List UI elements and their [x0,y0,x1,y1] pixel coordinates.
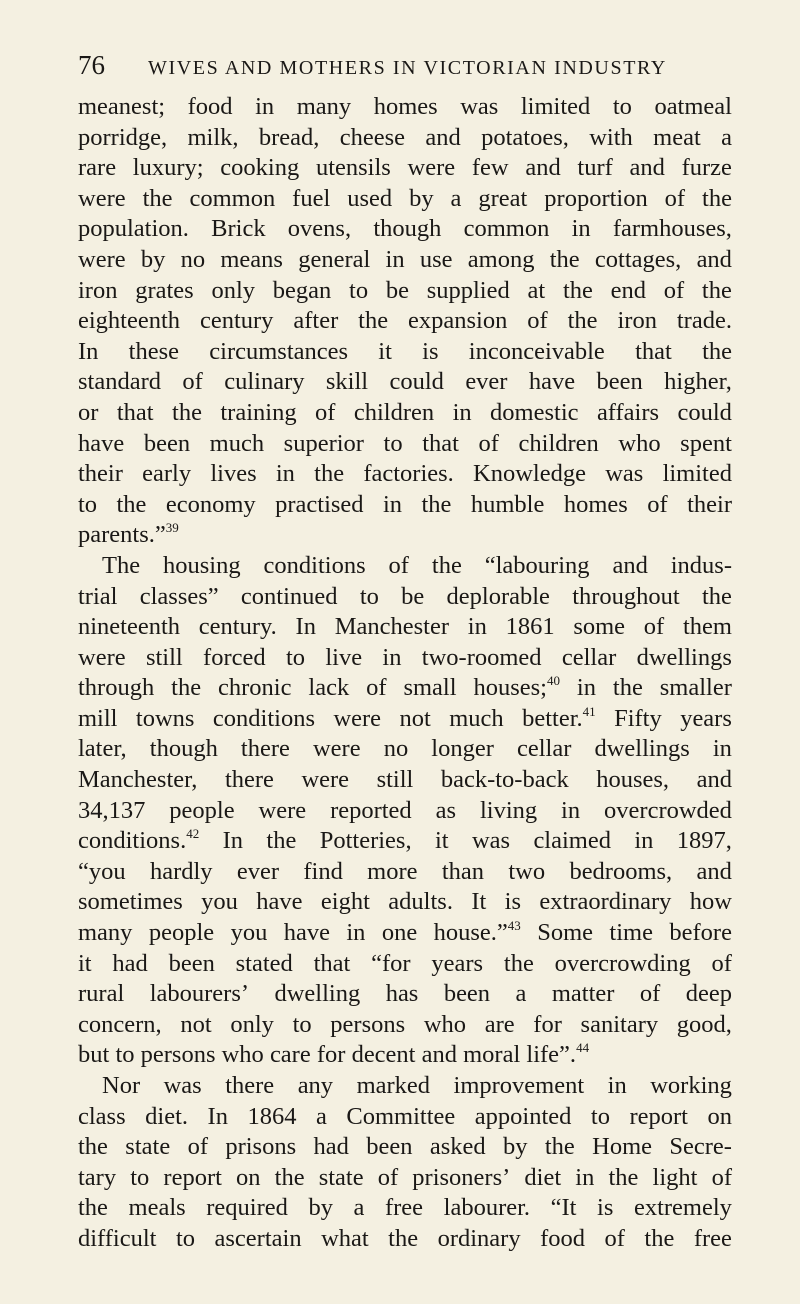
book-page [78,50,732,1255]
text-line: “you hardly ever find more than two bedrooms, and [78,857,732,885]
text-line: the state of prisons had been asked by the Home Secre- [78,1133,732,1161]
running-head [78,50,732,90]
text-line: trial classes” continued to be deplorable throughout the [78,582,732,610]
text-line: were the common fuel used by a great proportion of the [78,184,732,212]
text-line: to the economy practised in the humble homes of their [78,490,732,518]
text-line: nineteenth century. In Manchester in 1861 some of them [78,613,732,641]
text-line: have been much superior to that of children who spent [78,429,732,457]
text-line: were still forced to live in two-roomed cellar dwellings [78,643,732,671]
text-line: through the chronic lack of small houses;$^{40}$ in the smaller [78,673,732,702]
text-line: The housing conditions of the “labouring and indus- [102,551,732,579]
body-text [78,92,732,1255]
text-line: porridge, milk, bread, cheese and potatoes, with meat a [78,123,732,151]
text-line: iron grates only began to be supplied at the end of the [78,276,732,304]
text-line: the meals required by a free labourer. “It is extremely [78,1194,732,1222]
text-line: difficult to ascertain what the ordinary food of the free [78,1224,732,1252]
text-line: Nor was there any marked improvement in working [102,1072,732,1099]
text-line: 34,137 people were reported as living in overcrowded [78,796,732,824]
text-line: population. Brick ovens, though common in farmhouses, [78,215,732,243]
text-line: their early lives in the factories. Knowledge was limited [78,460,732,488]
text-line: later, though there were no longer cellar dwellings in [78,735,732,763]
text-line: it had been stated that “for years the overcrowding of [78,949,732,977]
text-line: were by no means general in use among the cottages, and [78,245,732,273]
footnote-marker: 44 [576,1040,590,1056]
text-line: eighteenth century after the expansion of the iron trade. [78,307,732,335]
footnote-marker: 40 [546,673,560,689]
text-line: but to persons who care for decent and moral life”.$^{44}$ [78,1040,590,1069]
footnote-marker: 42 [186,826,200,842]
text-line: mill towns conditions were not much better.$^{41}$ Fifty years [78,703,732,732]
text-line: parents.”$^{39}$ [78,520,179,549]
text-line: Manchester, there were still back-to-back houses, and [78,766,732,794]
footnote-marker: 39 [165,520,179,536]
text-line: meanest; food in many homes was limited to oatmeal [78,93,732,120]
text-line: conditions.$^{42}$ In the Potteries, it was claimed in 1897, [78,826,732,855]
text-line: sometimes you have eight adults. It is extraordinary how [78,888,732,916]
text-line: rural labourers’ dwelling has been a matter of deep [78,980,732,1008]
running-title: WIVES AND MOTHERS IN VICTORIAN INDUSTRY [148,57,667,79]
text-line: many people you have in one house.”$^{43}$ Some time before [78,918,732,947]
text-line: standard of culinary skill could ever have been higher, [78,368,732,396]
text-line: rare luxury; cooking utensils were few and turf and furze [78,154,732,182]
text-line: class diet. In 1864 a Committee appointed to report on [78,1102,732,1130]
text-line: In these circumstances it is inconceivable that the [78,337,732,365]
text-line: or that the training of children in domestic affairs could [78,398,732,426]
footnote-marker: 43 [507,918,521,934]
text-line: tary to report on the state of prisoners’ diet in the light of [78,1163,732,1191]
page-number: 76 [78,50,105,80]
text-line: concern, not only to persons who are for sanitary good, [78,1010,732,1038]
footnote-marker: 41 [582,703,596,719]
